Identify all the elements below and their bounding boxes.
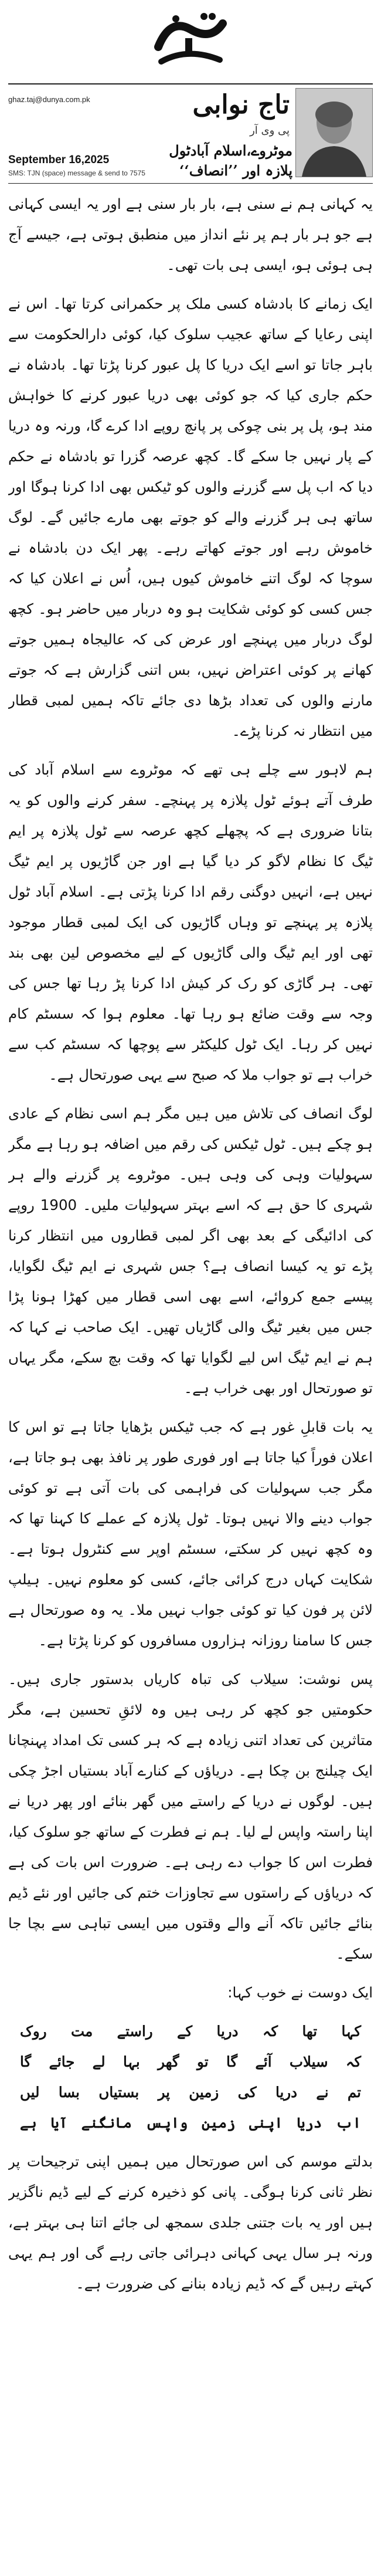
- newspaper-logo: [135, 6, 246, 76]
- article-paragraph: ہم لاہور سے چلے ہی تھے کہ موٹروے سے اسلام آباد کی طرف آتے ہوئے ٹول پلازہ پر پہنچے۔ سفر کرنے والوں کو یہ بتانا ضروری ہے کہ پچھلے کچھ عرصہ سے ٹول پلازہ پر ایم ٹیگ کا نظام لاگو کر دیا گیا ہے اور جن گاڑیوں پر ایم ٹیگ نہیں ہے، انہیں دوگنی رقم ادا کرنا پڑتی ہے۔ اسلام آباد ٹول پلازہ پر پہنچے تو وہاں گاڑیوں کی ایک لمبی قطار موجود تھی اور ایم ٹیگ والی گاڑیوں کے لیے مخصوص لین بھی بند تھی۔ ہر گاڑی کو رک کر کیش ادا کرنا پڑ رہا تھا جس کی وجہ سے وقت ضائع ہو رہا تھا۔ معلوم ہوا کہ سسٹم کام نہیں کر رہا۔ ایک ٹول کلیکٹر سے پوچھا کہ سسٹم کب سے خراب ہے تو جواب ملا کہ صبح سے یہی صورتحال ہے۔: [8, 761, 373, 1083]
- poem-verse: کہ سیلاب آئے گا تو گھر بہا لے جائے گا: [20, 2053, 361, 2070]
- article-paragraph: لوگ انصاف کی تلاش میں ہیں مگر ہم اسی نظام کے عادی ہو چکے ہیں۔ ٹول ٹیکس کی رقم میں اضافہ ہو رہا ہے مگر سہولیات وہی کی وہی ہیں۔ موٹروے پر گزرنے والے ہر شہری کا حق ہے کہ اسے بہتر سہولیات ملیں۔ 1900 روپے کی ادائیگی کے بعد بھی اگر لمبی قطاروں میں انتظار کرنا پڑے تو یہ کیسا انصاف ہے؟ جس شہری نے ایم ٹیگ لگوایا، پیسے جمع کروائے، اسے بھی اسی قطار میں کھڑا ہونا پڑا جس میں بغیر ٹیگ والی گاڑیاں تھیں۔ ایک صاحب نے کہا کہ ہم نے ایم ٹیگ اس لیے لگوایا تھا کہ وقت بچ سکے، مگر یہاں تو صورتحال اور بھی خراب ہے۔: [8, 1105, 373, 1397]
- sms-info: SMS: TJN (space) message & send to 7575: [8, 169, 145, 177]
- masthead-divider: [8, 83, 373, 84]
- dunya-logo-icon: [135, 6, 246, 76]
- poem-verse: تم نے دریا کی زمین پر بستیاں بسا لیں: [20, 2084, 361, 2101]
- masthead: [0, 0, 381, 82]
- author-name: تاج نوابی: [192, 90, 290, 120]
- poem-verse: کہا تھا کہ دریا کے راستے مت روک: [20, 2023, 361, 2040]
- article-body: [8, 189, 373, 2568]
- byline-divider: [8, 183, 373, 184]
- poem-block: [8, 2016, 373, 2138]
- article-paragraph: پس نوشت: سیلاب کی تباہ کاریاں بدستور جاری ہیں۔ حکومتیں جو کچھ کر رہی ہیں وہ لائقِ تحسین ہے، مگر متاثرین کی تعداد اتنی زیادہ ہے کہ ہر کسی تک امداد پہنچانا ایک چیلنج بن چکا ہے۔ دریاؤں کے کنارے آباد بستیاں اجڑ چکی ہیں۔ لوگوں نے دریا کے راستے میں گھر بنائے اور پھر دریا نے اپنا راستہ واپس لے لیا۔ ہم نے فطرت کے ساتھ جو سلوک کیا، فطرت اس کا جواب دے رہی ہے۔ ضرورت اس بات کی ہے کہ دریاؤں کے راستوں سے تجاوزات ختم کی جائیں اور نئے ڈیم بنائے جائیں تاکہ آنے والے وقتوں میں ایسی تباہی سے بچا جا سکے۔: [8, 1671, 373, 1962]
- author-portrait-icon: [296, 89, 372, 177]
- column-name: پی وی آر: [250, 124, 290, 137]
- byline-block: [8, 88, 373, 182]
- poem-verse: اب دریا اپنی زمین واپس مانگنے آیا ہے: [20, 2114, 361, 2131]
- article-closing: بدلتے موسم کی اس صورتحال میں ہمیں اپنی ترجیحات پر نظر ثانی کرنا ہوگی۔ پانی کو ذخیرہ کرنے کے لیے ڈیم ناگزیر ہیں اور یہ بات جتنی جلدی سمجھ لی جائے اتنا ہی بہتر ہے، ورنہ ہر سال یہی کہانی دہرائی جاتی رہے گی اور ہم یہی کہتے رہیں گے کہ ڈیم زیادہ بنانے کی ضرورت ہے۔: [8, 2153, 373, 2292]
- author-email: ghaz.taj@dunya.com.pk: [8, 95, 90, 104]
- article-paragraph: ایک زمانے کا بادشاہ کسی ملک پر حکمرانی کرتا تھا۔ اس نے اپنی رعایا کے ساتھ عجیب سلوک کیا، کوئی دارالحکومت سے باہر جاتا تو اسے ایک دریا کا پل عبور کرنا پڑتا تھا۔ بادشاہ نے حکم جاری کیا کہ جو کوئی بھی دریا عبور کرنے کا خواہش مند ہو، پل پر بنی چوکی پر پانچ روپے ادا کرے گا، ورنہ وہ دریا کے پار نہیں جا سکے گا۔ کچھ عرصہ گزرا تو بادشاہ نے حکم دیا کہ اب پل سے گزرنے والوں کو ٹیکس بھی ادا کرنا ہوگا اور ساتھ ہی ہر گزرنے والے کو جوتے بھی مارے جائیں گے۔ لوگ خاموش رہے اور جوتے کھاتے رہے۔ پھر ایک دن بادشاہ نے سوچا کہ لوگ اتنے خاموش کیوں ہیں، اُس نے اعلان کیا کہ جس کسی کو کوئی شکایت ہو وہ دربار میں حاضر ہو۔ کچھ لوگ دربار میں پہنچے اور عرض کی کہ عالیجاہ ہمیں جوتے کھانے پر کوئی اعتراض نہیں، بس اتنی گزارش ہے کہ جوتے مارنے والوں کی تعداد بڑھا دی جائے تاکہ ہمیں لمبی قطار میں انتظار نہ کرنا پڑے۔: [8, 295, 373, 739]
- article-headline: موٹروے،اسلام آبادٹول پلازہ اور ’’انصاف‘‘: [169, 142, 292, 179]
- article-paragraph: یہ بات قابلِ غور ہے کہ جب ٹیکس بڑھایا جاتا ہے تو اس کا اعلان فوراً کیا جاتا ہے اور فوری طور پر نافذ بھی ہو جاتا ہے، مگر جب سہولیات کی فراہمی کی بات آتی ہے تو کوئی جواب دینے والا نہیں ہوتا۔ ٹول پلازہ کے عملے کا کہنا تھا کہ وہ کچھ نہیں کر سکتے، سسٹم اوپر سے کنٹرول ہوتا ہے۔ شکایت کہاں درج کرائی جائے، کسی کو معلوم نہیں۔ ہیلپ لائن پر فون کیا تو کوئی جواب نہیں ملا۔ یہ وہ صورتحال ہے جس کا سامنا روزانہ ہزاروں مسافروں کو کرنا پڑتا ہے۔: [8, 1418, 373, 1649]
- article-paragraph: ایک دوست نے خوب کہا:: [227, 1984, 373, 2001]
- publish-date: September 16,2025: [8, 154, 110, 166]
- author-photo: [295, 88, 373, 177]
- article-paragraph: یہ کہانی ہم نے سنی ہے، بار بار سنی ہے اور یہ ایسی کہانی ہے جو ہر بار ہم پر نئے انداز میں منطبق ہوتی ہے، جیسے آج ہی ہوئی ہو، ایسی ہی بات تھی۔: [8, 195, 373, 273]
